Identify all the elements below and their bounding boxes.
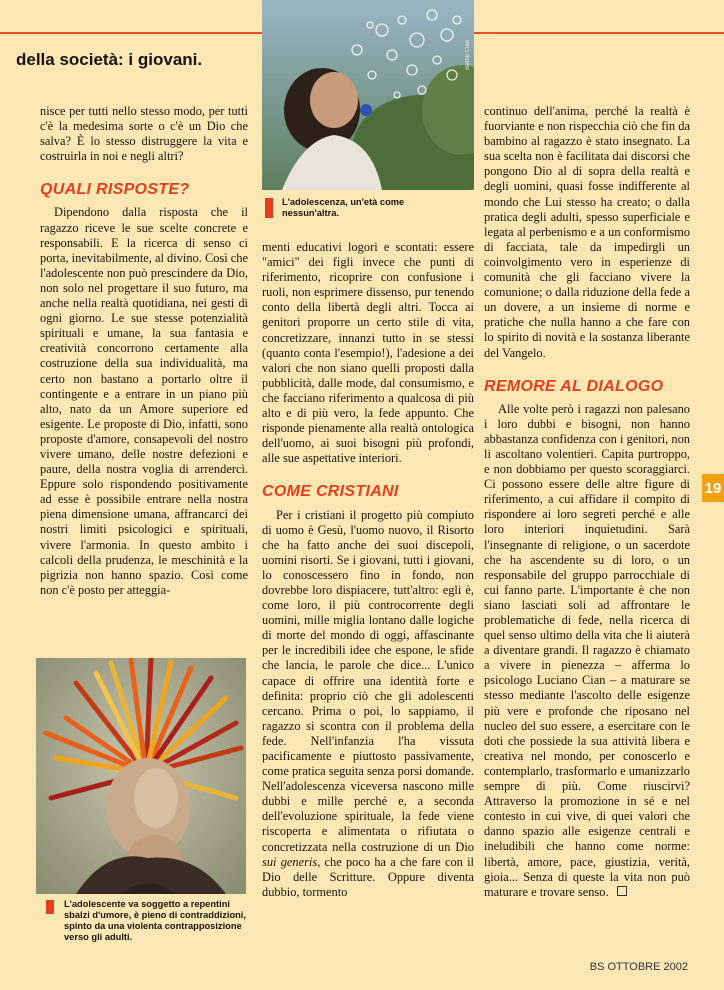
paragraph-text: Per i cristiani il progetto più compiuto di uomo è Gesù, l'uomo nuovo, il Risorto che ha fatto anche dei suoi discepoli, uomini risorti. Se i giovani, tutti i giovani, lo conoscessero fino in fondo, non dovrebbe loro dispiacere, tutt'altro: egli è, come loro, il più controcorrente degli uomini, mille miglia lontano dalle logiche di morte del mondo di oggi, affascinante per le incredibili idee che espone, le sfide che lancia, le parole che dice... L'unico capace di offrire una identità forte e definita: proprio ciò che gli adolescenti cercano. Prima o poi, lo sappiamo, il ragazzo si scontra con il problema della fede. Nell'infanzia l'ha vissuta pacificamente e piuttosto passivamente, come pratica seguita senza porsi domande. Nell'adolescenza viceversa nascono mille dubbi e mille perché e, a seconda dell'evoluzione spirituale, la fede viene riscoperta e alimentata o rifiutata o concretizzata nella costruzione di un Dio	[262, 507, 474, 854]
footer-issue: BS OTTOBRE 2002	[589, 961, 688, 973]
section-heading: COME CRISTIANI	[262, 483, 399, 501]
photo-credit: Bertie Ciao	[465, 40, 471, 70]
paragraph: continuo dell'anima, perché la realtà è fuorviante e non rispecchia ciò che fin da bambino al ragazzo è stato insegnato. La sua scelta non è facilitata dai discorsi che pongono Dio al di sopra della realtà e degli uomini, quasi fosse indifferente al mondo che Lui stesso ha creato; o dalla pratica degli adulti, spesso superficiale e legata al perbenismo e a un conformismo di facciata, tale da impedirgli un coinvolgimento vero in esperienze di comunità che gli facciano vivere la comunione; o dalla riduzione della fede a un dovere, a un insieme di norme e pratiche che nulla hanno a che fare con lo spirito di novità e la sostanza liberante del Vangelo.	[484, 104, 690, 360]
section-heading: REMORE AL DIALOGO	[484, 377, 664, 395]
emphasis-text: sui generis	[262, 854, 318, 869]
bubbles-photo	[262, 0, 474, 190]
punk-photo	[36, 658, 246, 894]
paragraph-text: , che poco ha a che fare con il Dio delle Scritture. Oppure diventa dubbio, tormento	[262, 854, 474, 899]
paragraph-text: Alle volte però i ragazzi non palesano i loro dubbi e bisogni, non hanno abbastanza confidenza con i genitori, non li ascoltano volentieri. Capita purtroppo, e non dobbiamo per questo scoraggiarci. Ci possono essere delle altre figure di riferimento, a cui affidare il compito di rispondere ai loro segreti perché e alle loro interiori inquietudini. Sarà l'insegnante di religione, o un sacerdote che ha ascendente su di loro, o un responsabile del gruppo parrocchiale di cui fanno parte. L'importante è che non siano lasciati soli ad affrontare le problematiche di fede, nella ricerca di quel senso ultimo della vita che li aiuterà a diventare grandi. Il ragazzo è chiamato a vivere in pienezza – afferma lo psicologo Luciano Cian – a maturare se stesso mediante l'ascolto delle esigenze più vere e profonde che riposano nel nucleo del suo essere, a esercitare con le doti che possiede la sua attività libera e creativa nel mondo, per conoscerlo e contemplarlo, trasformarlo e umanizzarlo sempre di più. Come riuscirvi? Attraverso la promozione in sé e nel contesto in cui vive, di quei valori che danno spazio alle esigenze centrali e ineludibili che hanno come norme: libertà, amore, pace, giustizia, verità, gioia... Senza di queste la vita non può maturare e trovare senso.	[484, 401, 690, 899]
photo-caption: L'adolescenza, un'età come nessun'altra.	[282, 197, 405, 218]
paragraph: nisce per tutti nello stesso modo, per tutti c'è la medesima sorte o c'è un Dio che salva? È lo stesso distruggere la vita e costruirla in noi e negli altri?	[40, 104, 248, 164]
paragraph	[262, 508, 474, 900]
punk-illustration	[36, 658, 246, 894]
paragraph: Dipendono dalla risposta che il ragazzo riceve le sue scelte concrete e responsabili. E la ricerca di senso ci porta, inevitabilmente, al divino. Così che l'adolescente non può prescindere da Dio, non solo nel progettare il suo futuro, ma anche nella realtà quotidiana, nei gesti di ogni giorno. Le sue stesse potenzialità spirituali e umane, la sua fantasia e creatività concorrono certamente alla costruzione della sua individualità, ma certo non bastano a portarlo oltre il contingente e a entrare in un piano più alto, nato da un Amore superiore ed esigente. Le proposte di Dio, infatti, sono proposte d'amore, consapevoli del nostro vivere umano, delle nostre defezioni e paure, della nostra voglia di arrendercì. Eppure solo rispondendo positivamente ad esse è possibile entrare nella nostra piena dimensione umana, affrancarci dei nostri limiti psicologici e spirituali, vivere l'armonia. In questo ambito i calcoli della prudenza, le meschinità e la pigrizia non hanno spazio. Così come non c'è posto per atteggia-	[40, 205, 248, 597]
column-1	[40, 104, 248, 598]
column-2	[262, 240, 474, 900]
page-header: della società: i giovani.	[16, 50, 203, 69]
photo-caption: L'adolescente va soggetto a repentini sbalzi d'umore, è pieno di contraddizioni, spinto da una violenta contrapposizione verso gli adulti.	[64, 899, 246, 942]
paragraph	[484, 402, 690, 900]
column-3	[484, 104, 690, 900]
page-number-tab: 19	[702, 474, 724, 502]
bubbles-illustration	[262, 0, 474, 190]
end-of-article-square	[617, 886, 627, 896]
section-heading: QUALI RISPOSTE?	[40, 181, 190, 199]
paragraph: menti educativi logori e scontati: essere "amici" dei figli invece che punti di riferimento, ricoprire con confusione i ruoli, non esprimere dissenso, pur tenendo conto della libertà degli altri. Tocca ai genitori proporre un certo stile di vita, concretizzare, innanzi tutto in se stessi (quanto conta l'esempio!), l'adesione a dei valori che non siano quelli proposti dalla pubblicità, dalle mode, dal consumismo, e che facciano riferimento a qualcosa di più alto e di più vero, la fede appunto. Che risponde pienamente alla realtà ontologica dell'uomo, ai suoi bisogni più profondi, alle sue aspettative interiori.	[262, 240, 474, 466]
caption-marker	[46, 900, 54, 914]
caption-marker	[265, 198, 273, 218]
